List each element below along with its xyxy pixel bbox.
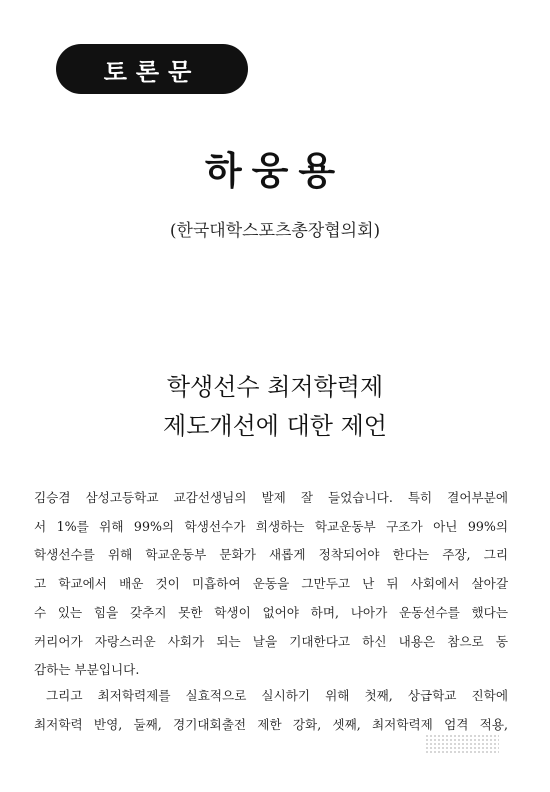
text-line: 수 있는 힘을 갖추지 못한 학생이 없어야 하며, 나아가 운동선수를 했다는	[34, 604, 508, 620]
text-line: 고 학교에서 배운 것이 미흡하여 운동을 그만두고 난 뒤 사회에서 살아갈	[34, 576, 508, 592]
badge-label: 토론문	[103, 57, 201, 86]
text-line: 그리고 최저학력제를 실효적으로 실시하기 위해 첫째, 상급학교 진학에	[46, 688, 508, 703]
section-badge	[56, 44, 248, 94]
document-title	[0, 368, 550, 446]
text-line: 커리어가 자랑스러운 사회가 되는 날을 기대한다고 하신 내용은 참으로 동	[34, 633, 508, 649]
text-line: 서 1%를 위해 99%의 학생선수가 희생하는 학교운동부 구조가 아닌 99%의	[34, 518, 508, 534]
speaker-name: 하웅용	[204, 149, 346, 193]
title-line-1: 학생선수 최저학력제	[166, 373, 384, 401]
text-line: 최저학력 반영, 둘째, 경기대회출전 제한 강화, 셋째, 최저학력제 엄격 적용,	[34, 716, 508, 732]
paragraph-1	[34, 484, 508, 685]
speaker-affiliation: (한국대학스포츠총장협의회)	[169, 221, 381, 241]
title-line-2: 제도개선에 대한 제언	[163, 412, 387, 440]
paragraph-2	[34, 682, 508, 739]
text-line: 김승겸 삼성고등학교 교감선생님의 발제 잘 들었습니다. 특히 결어부분에	[34, 490, 508, 505]
text-line: 감하는 부분입니다.	[34, 662, 140, 678]
faint-stamp-mark	[425, 734, 499, 754]
text-line: 학생선수를 위해 학교운동부 문화가 새롭게 정착되어야 한다는 주장, 그리	[34, 547, 508, 563]
